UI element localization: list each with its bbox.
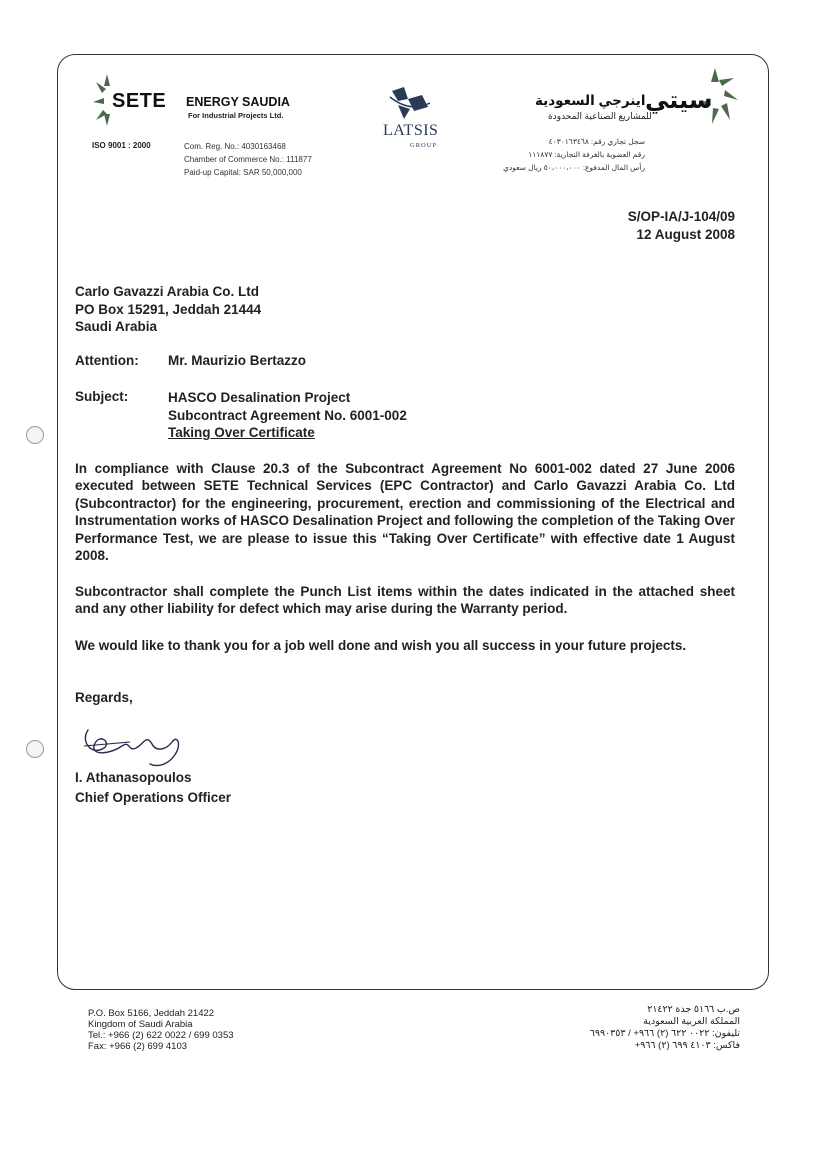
reference-block [560,208,735,244]
registration-block [184,140,312,179]
footer-line: تليفون: ٠٠٢٢ ٦٢٢ (٢) ٩٦٦+ / ٦٩٩٠٣٥٣ [589,1028,740,1039]
reference-number: S/OP-IA/J-104/09 [627,209,735,224]
footer-line: Tel.: +966 (2) 622 0022 / 699 0353 [88,1030,234,1041]
footer-line: المملكة العربية السعودية [643,1016,740,1027]
footer-contact-english [88,1008,234,1052]
signer-name: I. Athanasopoulos [75,770,192,785]
commercial-registration: Com. Reg. No.: 4030163468 [184,142,286,151]
address-line: Saudi Arabia [75,319,158,334]
address-line: Carlo Gavazzi Arabia Co. Ltd [75,284,260,299]
subject-block [168,389,407,442]
arabic-brand: سيتي [645,87,713,114]
attention-name: Mr. Maurizio Bertazzo [168,353,307,368]
latsis-logo-icon [388,85,432,125]
arabic-company-subtitle: للمشاريع الصناعية المحدودة [548,111,652,121]
closing-regards: Regards, [75,690,133,705]
punch-hole-top [26,426,44,444]
body-paragraph-punch-list: Subcontractor shall complete the Punch List items within the dates indicated in the attached sheet and any other liability for defect which may arise during the Warranty period. [75,584,735,617]
paid-up-capital: Paid-up Capital: SAR 50,000,000 [184,168,302,177]
footer-line: Fax: +966 (2) 699 4103 [88,1041,188,1052]
body-paragraph-compliance: In compliance with Clause 20.3 of the Subcontract Agreement No 6001-002 dated 27 June 2006 executed between SETE Technical Services (EPC Contractor) and Carlo Gavazzi Arabia Co. Ltd (Subcontractor) for the engineering, procurement, erection and commissioning of the Electrical and Instrumentation works of HASCO Desalination Project and following the completion of the Taking Over Performance Test, we are please to issue this “Taking Over Certificate” with effective date 1 August 2008. [75,461,735,564]
attention-label: Attention: [75,353,139,368]
punch-hole-bottom [26,740,44,758]
arabic-capital: رأس المال المدفوع: ٥٠،٠٠٠،٠٠٠ ريال سعودي [503,163,645,172]
signer-block [75,768,231,808]
subject-project: HASCO Desalination Project [168,390,351,405]
company-subtitle: For Industrial Projects Ltd. [188,111,284,120]
footer-line: ص.ب ٥١٦٦ جدة ٢١٤٢٢ [647,1004,740,1015]
latsis-group: GROUP [410,142,438,149]
letter-date: 12 August 2008 [636,227,735,242]
footer-line: Kingdom of Saudi Arabia [88,1019,193,1030]
footer-line: P.O. Box 5166, Jeddah 21422 [88,1008,215,1019]
subject-agreement: Subcontract Agreement No. 6001-002 [168,407,407,423]
footer-line: فاكس: ٤١٠٣ ٦٩٩ (٢) ٩٦٦+ [634,1040,740,1051]
arabic-chamber: رقم العضوية بالغرفة التجارية: ١١١٨٧٧ [528,150,645,159]
handwritten-signature [70,712,200,772]
latsis-name: LATSIS [383,122,439,139]
arabic-commercial-registration: سجل تجاري رقم: ٤٠٣٠١٦٣٤٦٨ [548,137,645,146]
chamber-of-commerce: Chamber of Commerce No.: 111877 [184,155,312,164]
signer-title: Chief Operations Officer [75,790,232,805]
address-line: PO Box 15291, Jeddah 21444 [75,301,262,317]
subject-label: Subject: [75,389,129,404]
footer-contact-arabic [540,1004,740,1052]
recipient-address [75,283,261,336]
arabic-registration-block [480,135,645,174]
company-name: ENERGY SAUDIA [186,95,290,109]
body-paragraph-thanks: We would like to thank you for a job well done and wish you all success in your future projects. [75,638,687,653]
sete-logo-word: SETE [112,90,167,112]
subject-certificate: Taking Over Certificate [168,425,315,440]
arabic-company-name: اينرجي السعودية [535,93,646,108]
iso-certification: ISO 9001 : 2000 [92,141,151,150]
